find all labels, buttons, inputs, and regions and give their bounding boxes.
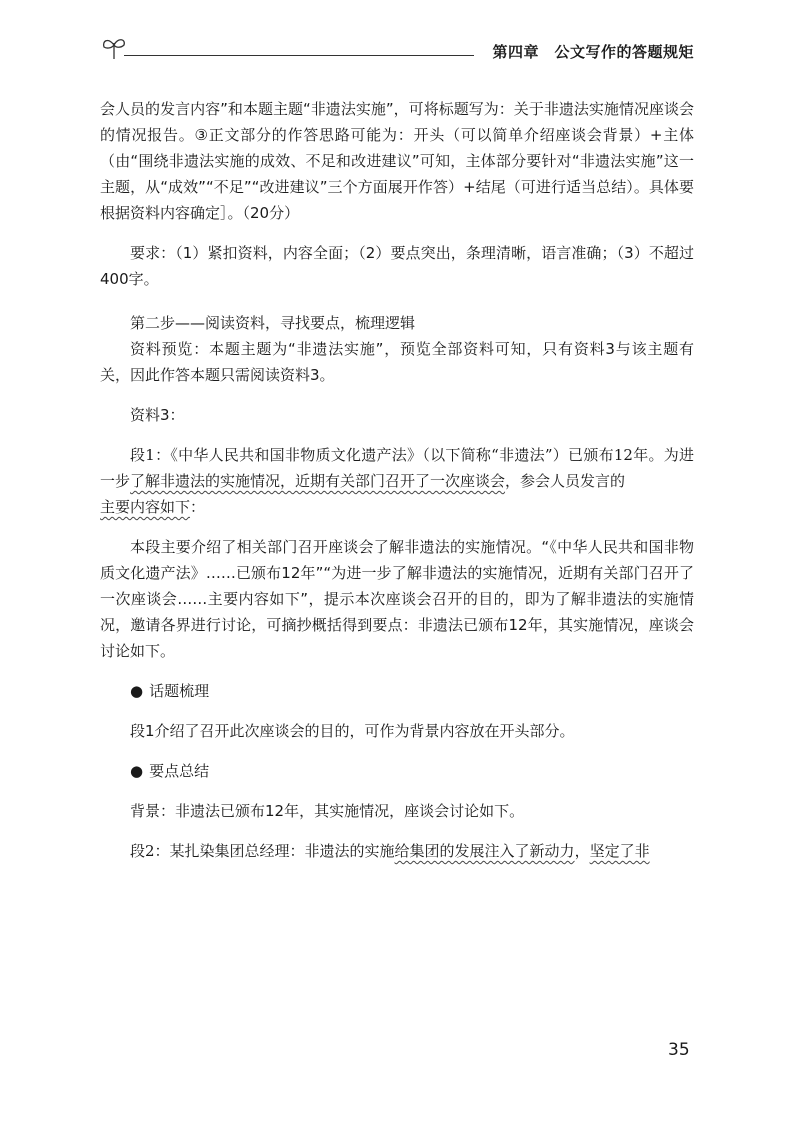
paragraph-summary: 背景：非遗法已颁布12年，其实施情况，座谈会讨论如下。 — [130, 802, 525, 820]
paragraph-segment-2 — [100, 838, 694, 864]
sprout-icon — [100, 35, 128, 61]
bullet-icon: ● — [130, 682, 144, 700]
segment-2-comma: ， — [574, 842, 590, 860]
header-rule — [124, 55, 474, 56]
segment-2-text: 段2：某扎染集团总经理：非遗法的实施 — [130, 842, 395, 860]
paragraph-answer-notes: 会人员的发言内容”和本题主题“非遗法实施”，可将标题写为：关于非遗法实施情况座谈会的情况报告。③正文部分的作答思路可能为：开头（可以简单介绍座谈会背景）+主体（由“围绕非遗法实施的成效、不足和改进建议”可知，主体部分要针对“非遗法实施”这一主题，从“成效”“不足”“改进建议”三个方面展开作答）+结尾（可进行适当总结）。具体要根据资料内容确定］。（20分） — [100, 100, 694, 222]
summary-heading-text: 要点总结 — [149, 762, 210, 780]
topic-heading — [100, 678, 694, 704]
paragraph-segment-1 — [100, 442, 694, 520]
segment-1-underline-2: 主要内容如下 — [100, 498, 191, 516]
paragraph-requirements: 要求：（1）紧扣资料，内容全面；（2）要点突出，条理清晰，语言准确；（3）不超过400字。 — [100, 244, 694, 288]
material-label: 资料3： — [130, 406, 185, 424]
bullet-icon: ● — [130, 762, 144, 780]
step-heading: 第二步——阅读资料，寻找要点，梳理逻辑 — [130, 314, 416, 332]
summary-heading — [100, 758, 694, 784]
segment-1-underline: 了解非遗法的实施情况，近期有关部门召开了一次座谈会 — [130, 472, 506, 490]
topic-heading-text: 话题梳理 — [149, 682, 210, 700]
paragraph-preview: 资料预览：本题主题为“非遗法实施”，预览全部资料可知，只有资料3与该主题有关，因此作答本题只需阅读资料3。 — [100, 340, 694, 384]
segment-1-text: 段1：《中华人民共和国非物质文化遗产法》（以下简称“非遗法”）已颁布12年。为进一步 — [100, 446, 694, 490]
page-number: 35 — [668, 1040, 690, 1060]
paragraph-topic: 段1介绍了召开此次座谈会的目的，可作为背景内容放在开头部分。 — [130, 722, 575, 740]
chapter-title: 第四章 公文写作的答题规矩 — [492, 43, 694, 61]
page-header — [100, 33, 694, 65]
page-body — [100, 96, 694, 864]
segment-2-underline-2: 坚定了非 — [589, 842, 650, 860]
segment-2-underline: 给集团的发展注入了新动力 — [394, 842, 575, 860]
segment-1-colon: ： — [190, 498, 206, 516]
segment-1-text-2: ，参会人员发言的 — [505, 472, 626, 490]
paragraph-analysis: 本段主要介绍了相关部门召开座谈会了解非遗法的实施情况。“《中华人民共和国非物质文化遗产法》……已颁布12年”“为进一步了解非遗法的实施情况，近期有关部门召开了一次座谈会……主要内容如下”，提示本次座谈会召开的目的，即为了解非遗法的实施情况，邀请各界进行讨论，可摘抄概括得到要点：非遗法已颁布12年，其实施情况，座谈会讨论如下。 — [100, 538, 694, 660]
